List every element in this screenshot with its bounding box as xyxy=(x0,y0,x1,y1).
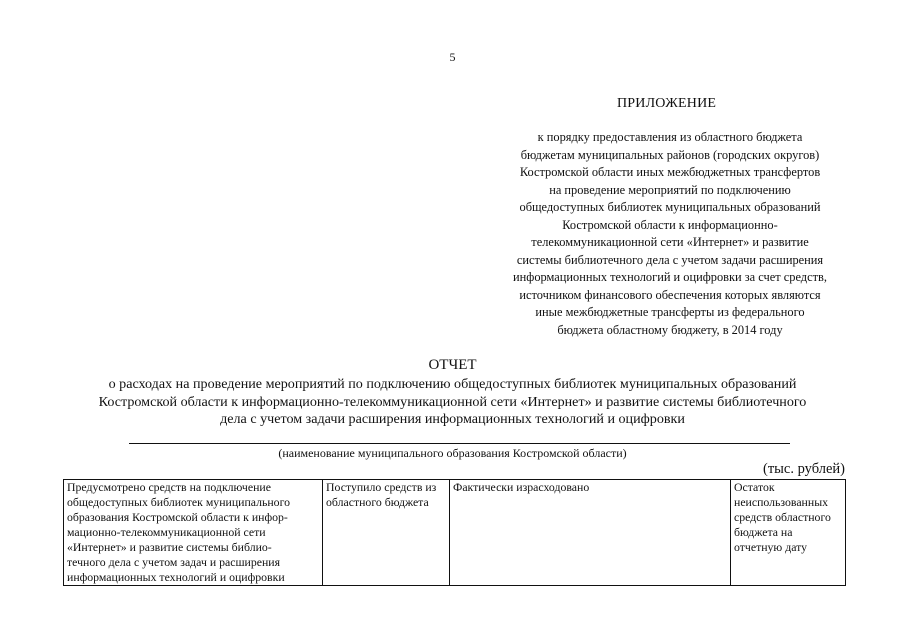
table-header-row xyxy=(64,480,846,586)
appendix-subtitle-line: на проведение мероприятий по подключению xyxy=(549,182,791,197)
report-subtitle-line: о расходах на проведение мероприятий по подключению общедоступных библиотек муниципальных образований xyxy=(108,376,797,392)
appendix-title: ПРИЛОЖЕНИЕ xyxy=(617,96,717,111)
header-cell-line: Поступило средств из xyxy=(326,480,437,494)
header-cell-line: информационных технологий и оцифровки xyxy=(67,570,285,584)
header-cell-line: средств областного xyxy=(734,510,831,524)
appendix-subtitle-line: общедоступных библиотек муниципальных образований xyxy=(519,200,821,214)
header-cell-line: неиспользованных xyxy=(734,495,829,509)
report-subtitle xyxy=(0,376,905,429)
header-cell-line: течного дела с учетом задач и расширения xyxy=(67,555,281,569)
appendix-subtitle xyxy=(470,129,870,339)
header-cell-line: Предусмотрено средств на подключение xyxy=(67,480,271,494)
header-cell-line: мационно-телекоммуникационной сети xyxy=(67,525,266,539)
page-number: 5 xyxy=(449,50,456,64)
report-subtitle-line: Костромской области к информационно-телекоммуникационной сети «Интернет» и развитие системы библиотечного xyxy=(98,393,807,410)
appendix-subtitle-line: телекоммуникационной сети «Интернет» и развитие xyxy=(531,235,809,249)
header-cell-line: бюджета на xyxy=(734,525,793,539)
header-cell-actual-spent xyxy=(450,480,731,586)
appendix-subtitle-line: Костромской области иных межбюджетных трансфертов xyxy=(519,165,821,179)
appendix-subtitle-line: бюджета областному бюджету, в 2014 году xyxy=(557,322,783,337)
municipality-name-line xyxy=(129,443,790,444)
header-cell-planned-funds xyxy=(64,480,323,586)
header-cell-remaining-funds xyxy=(731,480,846,586)
appendix-subtitle-line: информационных технологий и оцифровки за счет средств, xyxy=(513,270,827,284)
report-subtitle-line: дела с учетом задачи расширения информационных технологий и оцифровки xyxy=(220,411,685,427)
header-cell-line: областного бюджета xyxy=(326,495,429,509)
header-cell-line: Фактически израсходовано xyxy=(453,480,590,494)
municipality-caption: (наименование муниципального образования Костромской области) xyxy=(278,446,627,460)
report-title: ОТЧЕТ xyxy=(428,357,477,373)
appendix-subtitle-line: бюджетам муниципальных районов (городских округов) xyxy=(520,147,820,162)
appendix-subtitle-line: иные межбюджетные трансферты из федерального xyxy=(535,305,805,319)
header-cell-received-funds xyxy=(323,480,450,586)
header-cell-line: отчетную дату xyxy=(734,540,808,554)
report-table xyxy=(63,479,846,586)
units-label: (тыс. рублей) xyxy=(763,461,845,477)
appendix-subtitle-line: системы библиотечного дела с учетом задачи расширения xyxy=(516,252,824,267)
appendix-subtitle-line: к порядку предоставления из областного бюджета xyxy=(537,130,803,144)
header-cell-line: Остаток xyxy=(734,480,775,494)
header-cell-line: общедоступных библиотек муниципального xyxy=(67,495,291,509)
header-cell-line: «Интернет» и развитие системы библио- xyxy=(67,540,272,554)
appendix-subtitle-line: источником финансового обеспечения которых являются xyxy=(519,287,821,302)
appendix-subtitle-line: Костромской области к информационно- xyxy=(562,217,778,232)
header-cell-line: образования Костромской области к инфор- xyxy=(67,510,288,524)
